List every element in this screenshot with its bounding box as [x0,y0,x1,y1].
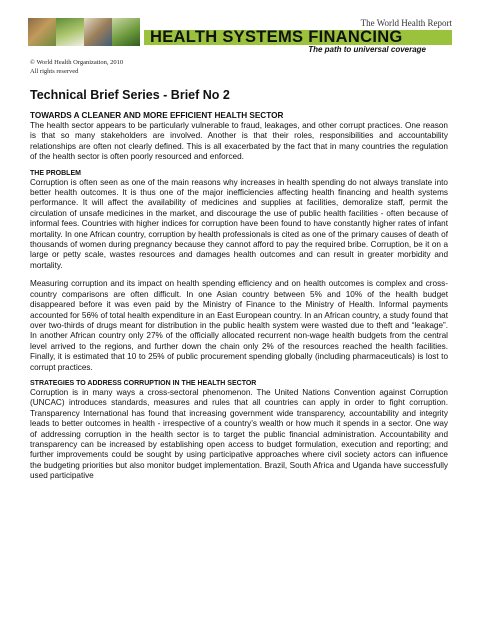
section-heading-problem: THE PROBLEM [30,169,81,177]
section-heading-intro: TOWARDS A CLEANER AND MORE EFFICIENT HEALTH SECTOR [30,111,284,120]
page-title: Technical Brief Series - Brief No 2 [30,88,230,102]
copyright-notice [30,58,123,76]
banner-photo-1 [28,18,56,46]
report-tagline: The path to universal coverage [308,45,426,54]
banner-photo-3 [84,18,112,46]
section-heading-strategies: STRATEGIES TO ADDRESS CORRUPTION IN THE HEALTH SECTOR [30,379,257,387]
problem-paragraph-2: Measuring corruption and its impact on health spending efficiency and on health outcomes is complex and cross-country comparisons are often difficult. In one Asian country between 5% and 10% of the health budget disappeared before it was even paid by the Ministry of Finance to the Ministry of Health. Informal payments accounted for 56% of total health expenditure in an East European country. In an African country, a study found that over two-thirds of drugs meant for distribution in the public health system were wasted due to theft and “leakage”. In another African country only 27% of the officially allocated recurrent non-wage health budgets from the central level arrived to the regions, and further down the chain only 2% of the resources reached the health facilities. Finally, it is estimated that 10 to 25% of public procurement spending globally (including pharmaceuticals) is lost to corrupt practices. [30,279,448,372]
report-banner [28,18,452,56]
banner-photo-4 [112,18,140,46]
strategies-paragraph: Corruption is in many ways a cross-sectoral phenomenon. The United Nations Convention against Corruption (UNCAC) introduces standards, measures and rules that all countries can apply in order to fight corruption. Transparency International has found that increasing government wide transparency, accountability and integrity leads to better outcomes in health - irrespective of a country’s wealth or how much it spends in a sector. One way of addressing corruption in the health sector is to target the public financial administration. Accountability and transparency can be increased by establishing open access to budget formulation, execution and reporting; and further improvements could be sought by using participative approaches where civil society actors can influence the budgeting priorities but also monitor budget implementation. Brazil, South Africa and Uganda have successfully used participative [30,387,448,481]
banner-photo-2 [56,18,84,46]
intro-paragraph: The health sector appears to be particularly vulnerable to fraud, leakages, and other corrupt practices. One reason is that so many stakeholders are involved. Another is that their roles, responsibilities and accountability relationships are often not clearly defined. This is all exacerbated by the fact that in many countries the regulation of the health sector is often poorly resourced and enforced. [30,121,448,162]
copyright-line: © World Health Organization, 2010 [30,59,124,66]
report-title: HEALTH SYSTEMS FINANCING [150,28,403,46]
document-body [30,111,448,482]
banner-photo-strip [28,18,140,46]
report-name: The World Health Report [360,18,452,28]
rights-line: All rights reserved [30,68,79,75]
problem-paragraph-1: Corruption is often seen as one of the main reasons why increases in health spending do not always translate into better health outcomes. It is thus one of the major inefficiencies affecting health financing and health systems performance. It will affect the availability of medicines and supplies at facilities, demoralize staff, permit the circulation of unsafe medicines in the market, and discourage the use of public health facilities - often because of informal fees. Countries with higher indices for corruption have been found to have constantly higher rates of infant mortality. In one African country, corruption by health professionals is cited as one of the primary causes of death of thousands of women during pregnancy because they cannot afford to pay the required bribe. Corruption, be it on a large or petty scale, wastes resources and damages health outcomes and can result in greater morbidity and mortality. [30,177,448,270]
